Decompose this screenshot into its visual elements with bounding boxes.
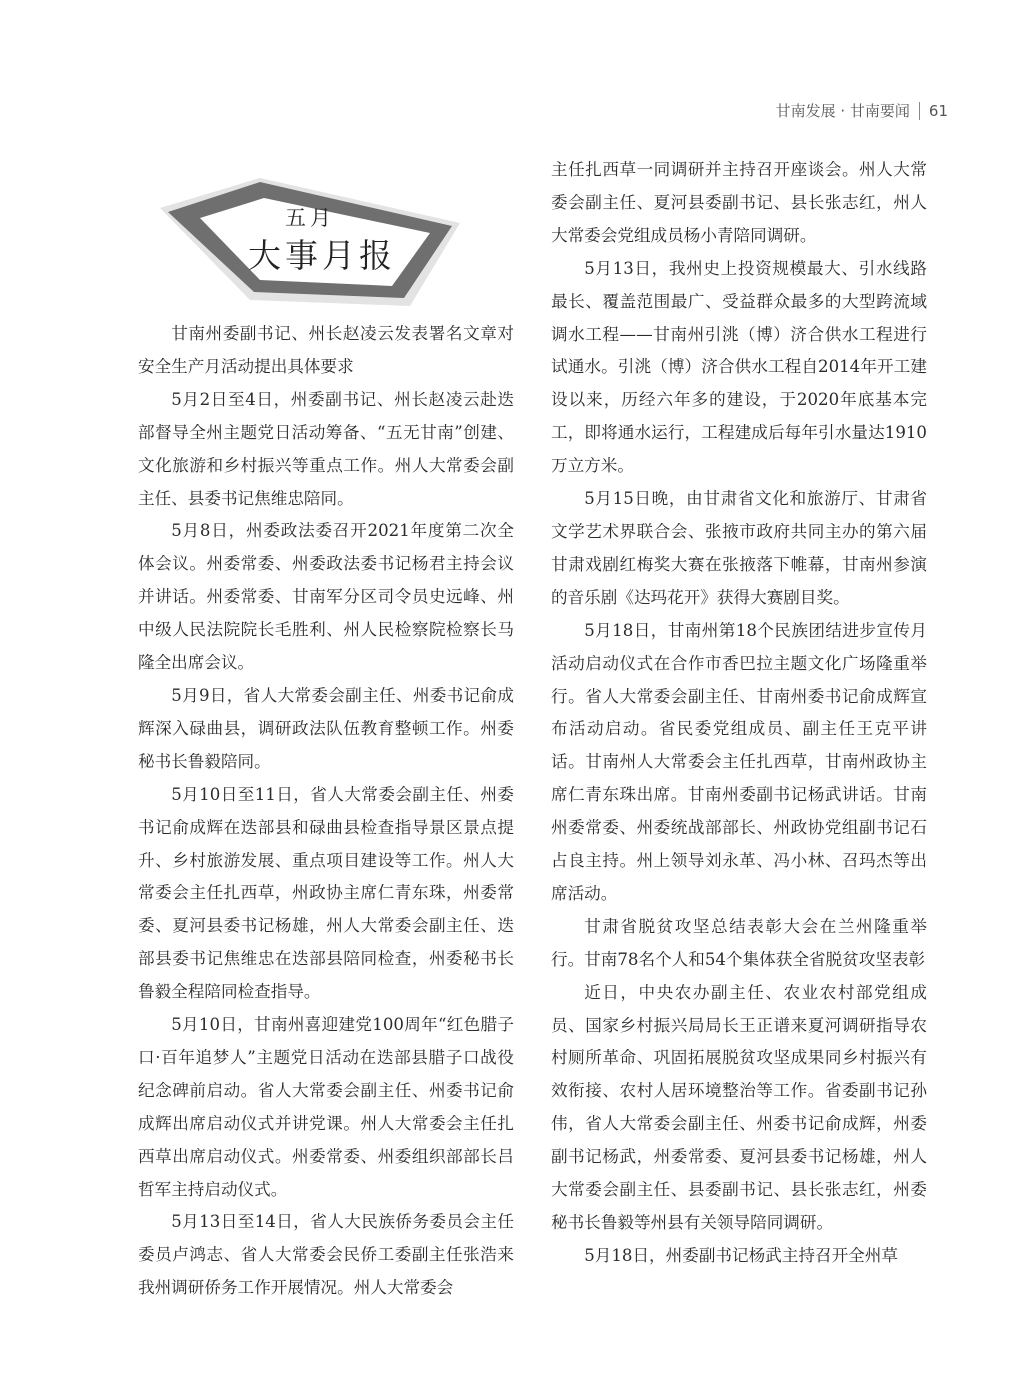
paragraph: 5月13日，我州史上投资规模最大、引水线路最长、覆盖范围最广、受益群众最多的大型跨流域调水工程——甘南州引洮（博）济合供水工程进行试通水。引洮（博）济合供水工程自2014年开工建设以来，历经六年多的建设，于2020年底基本完工，即将通水运行，工程建成后每年引水量达1910万立方米。 [551,258,927,476]
page-number: 61 [928,101,948,120]
paragraph: 5月18日，州委副书记杨武主持召开全州草 [584,1245,898,1265]
running-header [776,100,948,121]
paragraph: 5月8日，州委政法委召开2021年度第二次全体会议。州委常委、州委政法委书记杨君主持会议并讲话。州委常委、甘南军分区司令员史远峰、州中级人民法院院长毛胜利、州人民检察院检察长马隆全出席会议。 [138,521,514,673]
section-title: 甘南发展 · 甘南要闻 [775,102,910,120]
paragraph: 5月15日晚，由甘肃省文化和旅游厅、甘肃省文学艺术界联合会、张掖市政府共同主办的第六届甘肃戏剧红梅奖大赛在张掖落下帷幕，甘南州参演的音乐剧《达玛花开》获得大赛剧目奖。 [551,489,927,607]
paragraph: 近日，中央农办副主任、农业农村部党组成员、国家乡村振兴局局长王正谱来夏河调研指导农村厕所革命、巩固拓展脱贫攻坚成果同乡村振兴有效衔接、农村人居环境整治等工作。省委副书记孙伟，省人大常委会副主任、州委书记俞成辉，州委副书记杨武，州委常委、夏河县委书记杨雄，州人大常委会副主任、县委副书记、县长张志红，州委秘书长鲁毅等州县有关领导陪同调研。 [551,982,927,1232]
banner-month: 五月 [285,206,335,230]
paragraph: 5月13日至14日，省人大民族侨务委员会主任委员卢鸿志、省人大常委会民侨工委副主任张浩来我州调研侨务工作开展情况。州人大常委会 [138,1212,514,1298]
banner-graphic [160,168,470,306]
paragraph: 5月10日至11日，省人大常委会副主任、州委书记俞成辉在迭部县和碌曲县检查指导景区景点提升、乡村旅游发展、重点项目建设等工作。州人大常委会主任扎西草，州政协主席仁青东珠，州委常委、夏河县委书记杨雄，州人大常委会副主任、迭部县委书记焦维忠在迭部县陪同检查，州委秘书长鲁毅全程陪同检查指导。 [138,784,514,1002]
banner-heading: 大事月报 [248,236,396,275]
left-column [138,318,514,1305]
paragraph: 甘南州委副书记、州长赵凌云发表署名文章对安全生产月活动提出具体要求 [138,324,514,376]
right-column [551,154,927,1273]
paragraph: 5月2日至4日，州委副书记、州长赵凌云赴迭部督导全州主题党日活动筹备、“五无甘南”创建、文化旅游和乡村振兴等重点工作。州人大常委会副主任、县委书记焦维忠陪同。 [138,389,514,508]
paragraph: 5月10日，甘南州喜迎建党100周年“红色腊子口·百年追梦人”主题党日活动在迭部县腊子口战役纪念碑前启动。省人大常委会副主任、州委书记俞成辉出席启动仪式并讲党课。州人大常委会主任扎西草出席启动仪式。州委常委、州委组织部部长吕哲军主持启动仪式。 [138,1015,514,1199]
paragraph: 5月9日，省人大常委会副主任、州委书记俞成辉深入碌曲县，调研政法队伍教育整顿工作。州委秘书长鲁毅陪同。 [138,685,514,771]
header-divider [919,102,920,120]
paragraph: 5月18日，甘南州第18个民族团结进步宣传月活动启动仪式在合作市香巴拉主题文化广场隆重举行。省人大常委会副主任、甘南州委书记俞成辉宣布活动启动。省民委党组成员、副主任王克平讲话。甘南州人大常委会主任扎西草，甘南州政协主席仁青东珠出席。甘南州委副书记杨武讲话。甘南州委常委、州委统战部部长、州政协党组副书记石占良主持。州上领导刘永革、冯小林、召玛杰等出席活动。 [551,620,927,903]
paragraph: 甘肃省脱贫攻坚总结表彰大会在兰州隆重举行。甘南78名个人和54个集体获全省脱贫攻坚表彰 [551,916,927,969]
paragraph-continued: 主任扎西草一同调研并主持召开座谈会。州人大常委会副主任、夏河县委副书记、县长张志红，州人大常委会党组成员杨小青陪同调研。 [551,160,927,245]
